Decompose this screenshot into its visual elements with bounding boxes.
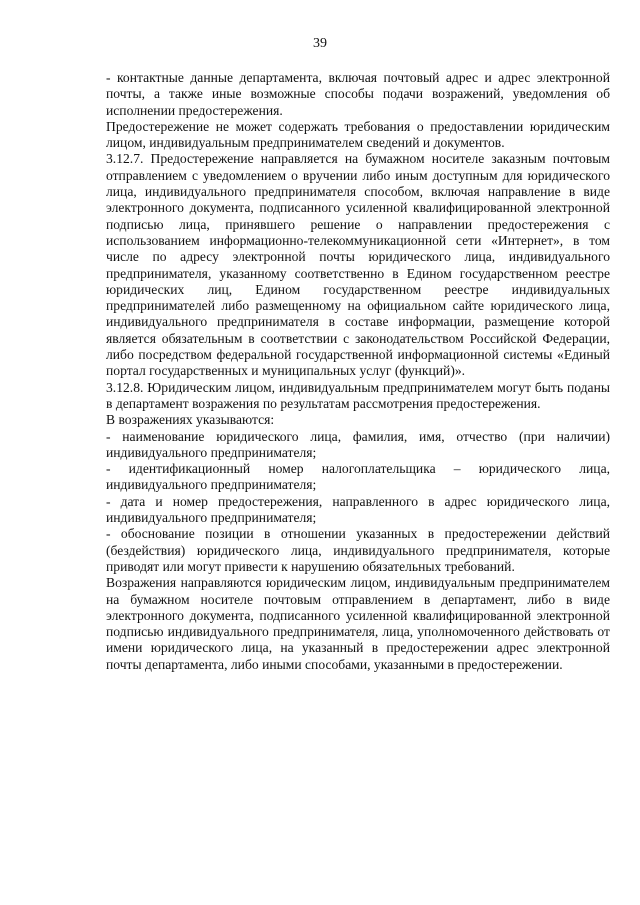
paragraph-objection-submission: Возражения направляются юридическим лицом, индивидуальным предпринимателем на бумажном носителе почтовым отправлением в департамент, либо в виде электронного документа, подписанного усиленной квалифицированной электронной подписью индивидуального предпринимателя, лица, уполномоченного действовать от имени юридического лица, на указанный в предостережении адрес электронной почты департамента, либо иными способами, указанными в предостережении. <box>106 575 610 672</box>
paragraph-3-12-8: 3.12.8. Юридическим лицом, индивидуальным предпринимателем могут быть поданы в департамент возражения по результатам рассмотрения предостережения. <box>106 379 610 411</box>
paragraph-objections-intro: В возражениях указываются: <box>106 412 275 428</box>
list-item-tax-id: - идентификационный номер налогоплательщика – юридического лица, индивидуального предпринимателя; <box>106 461 610 493</box>
paragraph-no-document-requests: Предостережение не может содержать требования о предоставлении юридическим лицом, индивидуальным предпринимателем сведений и документов. <box>106 118 610 151</box>
document-body <box>106 70 610 673</box>
paragraph-contact-details: - контактные данные департамента, включая почтовый адрес и адрес электронной почты, а также иные возможные способы подачи возражений, уведомления об исполнении предостережения. <box>106 70 610 118</box>
list-item-position-justification: - обоснование позиции в отношении указанных в предостережении действий (бездействия) юридического лица, индивидуального предпринимателя, которые приводят или могут привести к нарушению обязательных требований. <box>106 526 610 574</box>
paragraph-3-12-7: 3.12.7. Предостережение направляется на бумажном носителе заказным почтовым отправлением с уведомлением о вручении либо иным доступным для юридического лица, индивидуального предпринимателя способом, включая направление в виде электронного документа, подписанного усиленной квалифицированной электронной подписью лица, принявшего решение о направлении предостережения с использованием информационно-телекоммуникационной сети «Интернет», в том числе по адресу электронной почты юридического лица, индивидуального предпринимателя, указанному соответственно в Едином государственном реестре юридических лиц, Едином государственном реестре индивидуальных предпринимателей либо размещенному на официальном сайте юридического лица, индивидуального предпринимателя в составе информации, размещение которой является обязательным в соответствии с законодательством Российской Федерации, либо посредством федеральной государственной информационной системы «Единый портал государственных и муниципальных услуг (функций)». <box>106 151 610 379</box>
list-item-warning-date-number: - дата и номер предостережения, направленного в адрес юридического лица, индивидуального предпринимателя; <box>106 493 610 526</box>
list-item-entity-name: - наименование юридического лица, фамилия, имя, отчество (при наличии) индивидуального предпринимателя; <box>106 428 610 460</box>
page-number: 39 <box>313 36 327 51</box>
